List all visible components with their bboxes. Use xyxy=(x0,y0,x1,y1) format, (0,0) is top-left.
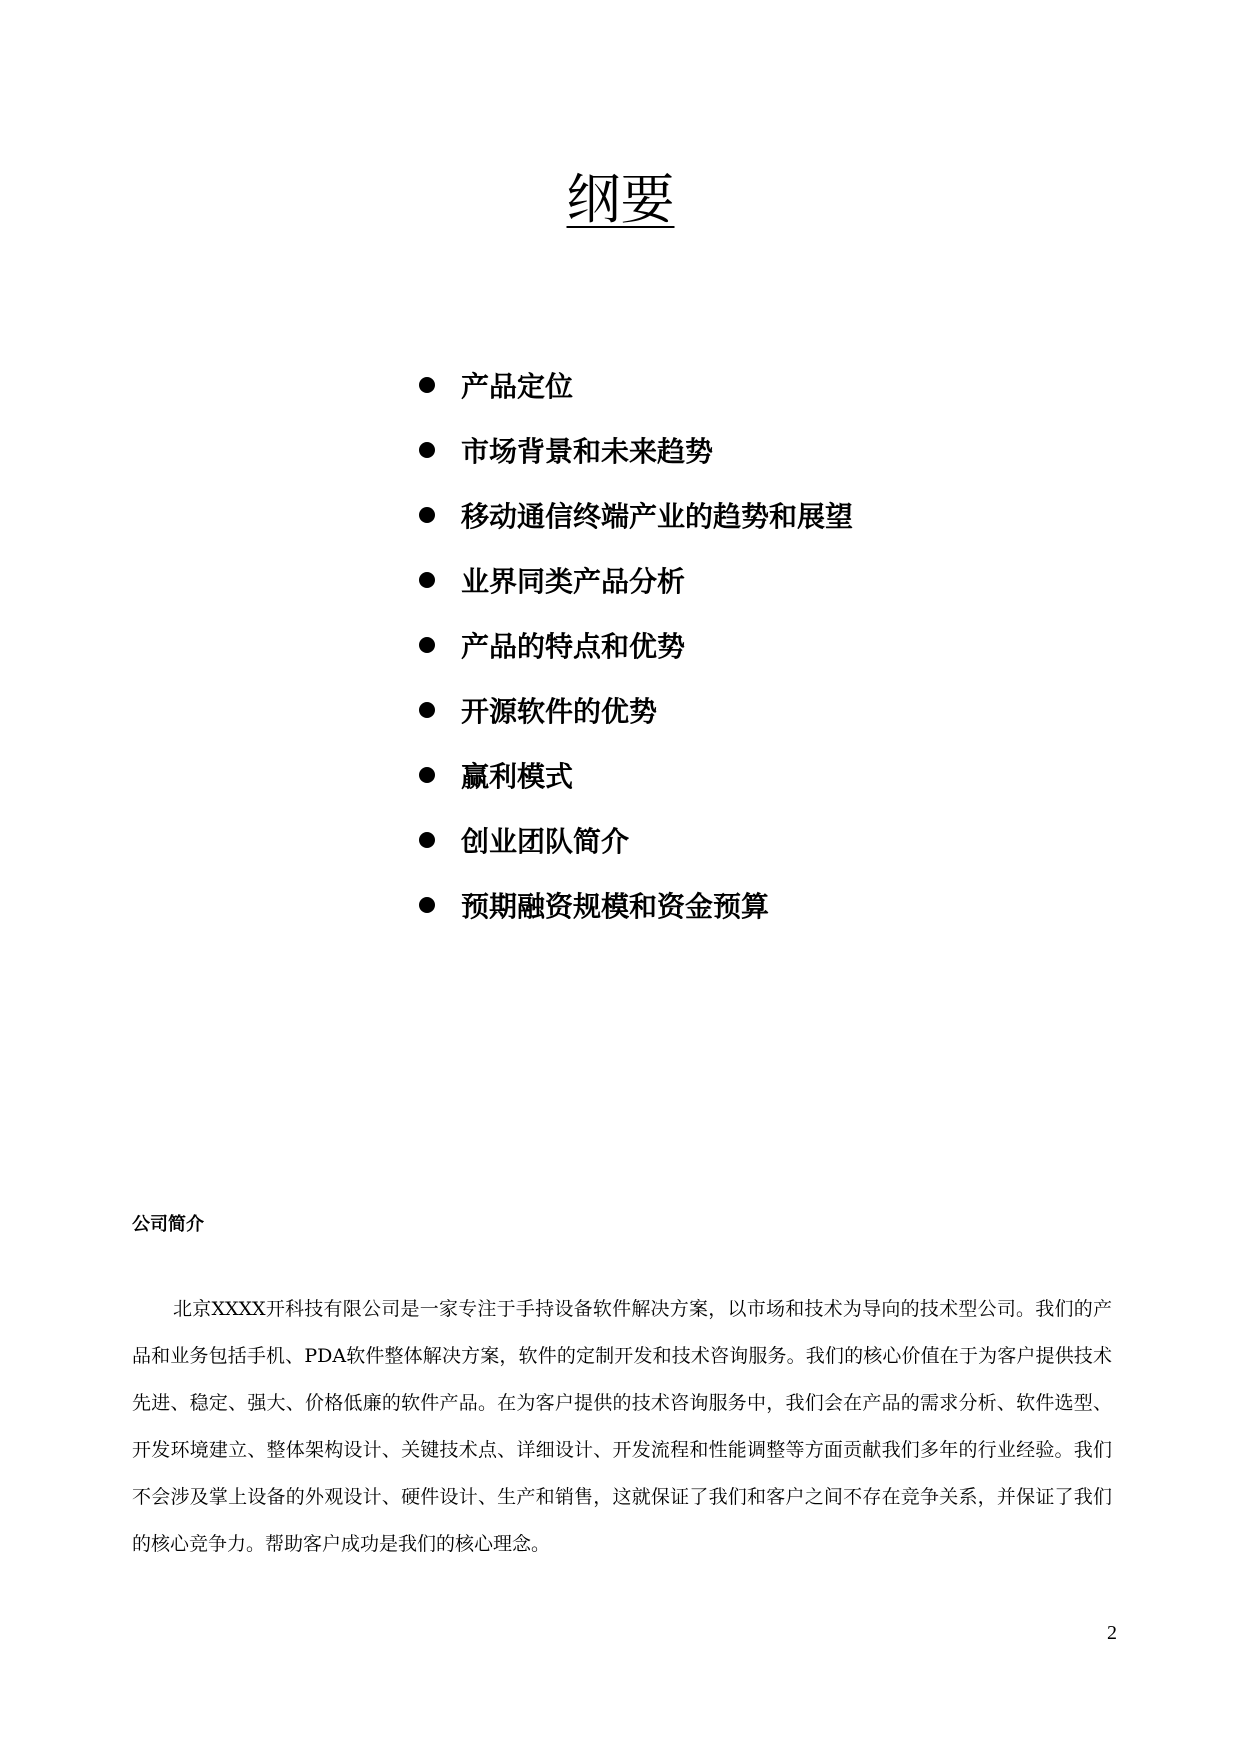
outline-item-label: 产品定位 xyxy=(461,369,574,403)
bullet-icon xyxy=(419,897,435,913)
bullet-icon xyxy=(419,507,435,523)
outline-item xyxy=(419,807,853,872)
outline-title xyxy=(0,165,1241,235)
outline-item xyxy=(419,482,853,547)
outline-item-label: 预期融资规模和资金预算 xyxy=(461,889,770,923)
page-number: 2 xyxy=(1107,1622,1117,1644)
outline-item-label: 移动通信终端产业的趋势和展望 xyxy=(461,499,854,533)
outline-item xyxy=(419,742,853,807)
outline-item-label: 创业团队简介 xyxy=(461,824,630,858)
company-intro-heading: 公司简介 xyxy=(132,1214,204,1235)
bullet-icon xyxy=(419,572,435,588)
outline-item-label: 赢利模式 xyxy=(461,759,574,793)
outline-item xyxy=(419,547,853,612)
outline-item xyxy=(419,352,853,417)
outline-title-text: 纲要 xyxy=(566,168,675,231)
bullet-icon xyxy=(419,767,435,783)
outline-item xyxy=(419,417,853,482)
outline-list xyxy=(419,352,853,937)
outline-item-label: 产品的特点和优势 xyxy=(461,629,686,663)
bullet-icon xyxy=(419,442,435,458)
outline-item xyxy=(419,677,853,742)
bullet-icon xyxy=(419,832,435,848)
outline-item xyxy=(419,612,853,677)
outline-item xyxy=(419,872,853,937)
outline-item-label: 市场背景和未来趋势 xyxy=(461,434,714,468)
company-intro-paragraph: 北京XXXX开科技有限公司是一家专注于手持设备软件解决方案，以市场和技术为导向的技术型公司。我们的产品和业务包括手机、PDA软件整体解决方案，软件的定制开发和技术咨询服务。我们的核心价值在于为客户提供技术先进、稳定、强大、价格低廉的软件产品。在为客户提供的技术咨询服务中，我们会在产品的需求分析、软件选型、开发环境建立、整体架构设计、关键技术点、详细设计、开发流程和性能调整等方面贡献我们多年的行业经验。我们不会涉及掌上设备的外观设计、硬件设计、生产和销售，这就保证了我们和客户之间不存在竞争关系，并保证了我们的核心竞争力。帮助客户成功是我们的核心理念。 xyxy=(132,1298,1112,1555)
outline-item-label: 开源软件的优势 xyxy=(461,694,658,728)
bullet-icon xyxy=(419,377,435,393)
bullet-icon xyxy=(419,637,435,653)
bullet-icon xyxy=(419,702,435,718)
outline-item-label: 业界同类产品分析 xyxy=(461,564,686,598)
